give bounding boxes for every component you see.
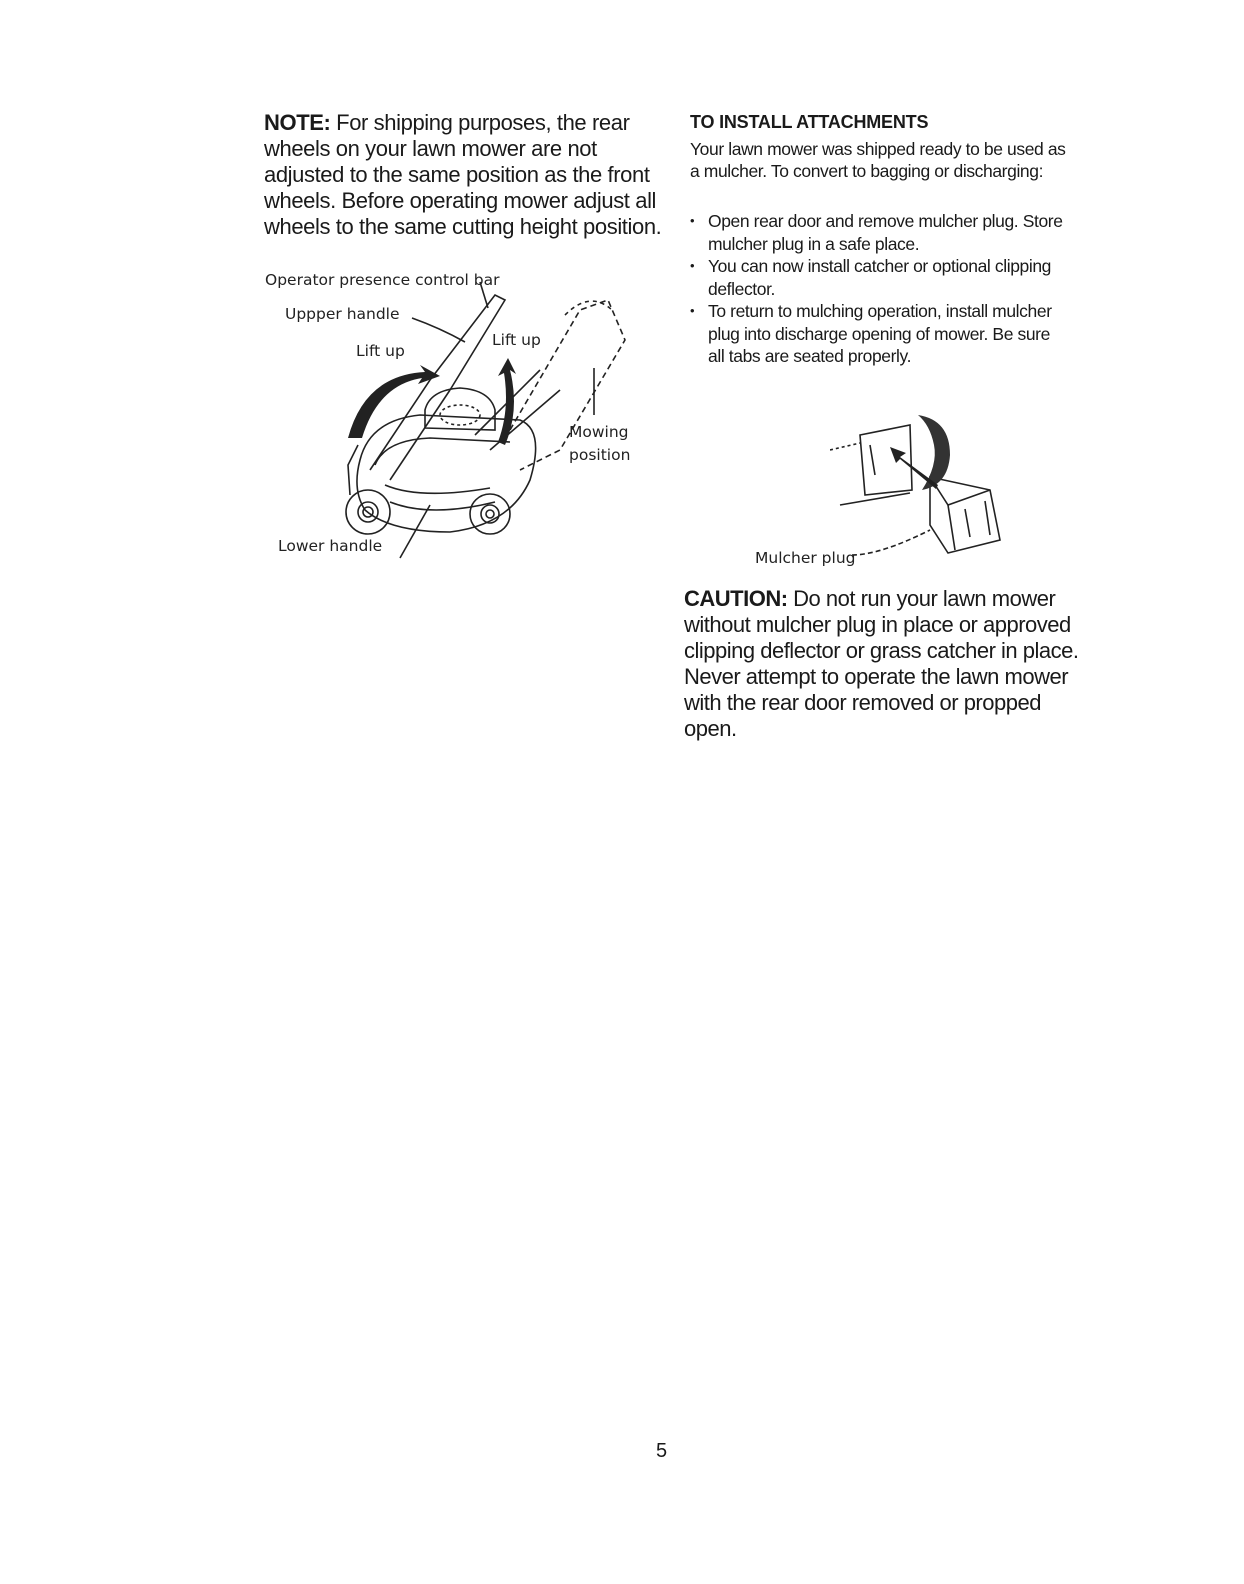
operator-bar-label: Operator presence control bar [265, 271, 500, 289]
lower-handle-label: Lower handle [278, 537, 383, 555]
caution-paragraph [684, 586, 1084, 742]
attachments-intro: Your lawn mower was shipped ready to be used as a mulcher. To convert to bagging or discharging: [690, 139, 1066, 181]
mowing-label: Mowing [569, 423, 629, 441]
attachments-title: TO INSTALL ATTACHMENTS [690, 112, 929, 132]
note-paragraph [264, 110, 664, 240]
list-item: • To return to mulching operation, install mulcher plug into discharge opening of mower. Be sure all tabs are seated properly. [690, 300, 1070, 368]
lawn-mower-illustration [330, 270, 640, 560]
attachments-bullet-list [690, 210, 1070, 368]
lift-up-right-label: Lift up [492, 331, 541, 349]
note-label: NOTE: [264, 110, 331, 135]
note-text: For shipping purposes, the rear wheels on your lawn mower are not adjusted to the same position as the front wheels. Before operating mower adjust all wheels to the same cutting height position. [264, 110, 662, 239]
caution-text: Do not run your lawn mower without mulcher plug in place or approved clipping deflector or grass catcher in place. Never attempt to operate the lawn mower with the rear door removed or propped open. [684, 586, 1079, 741]
position-label: position [569, 446, 631, 464]
list-item: • You can now install catcher or optional clipping deflector. [690, 255, 1070, 300]
list-item: • Open rear door and remove mulcher plug. Store mulcher plug in a safe place. [690, 210, 1070, 255]
caution-label: CAUTION: [684, 586, 788, 611]
mulcher-plug-illustration [830, 405, 1010, 560]
page-number: 5 [656, 1440, 668, 1462]
lift-up-left-label: Lift up [356, 342, 405, 360]
mulcher-plug-label: Mulcher plug [755, 549, 856, 567]
upper-handle-label: Uppper handle [285, 305, 400, 323]
